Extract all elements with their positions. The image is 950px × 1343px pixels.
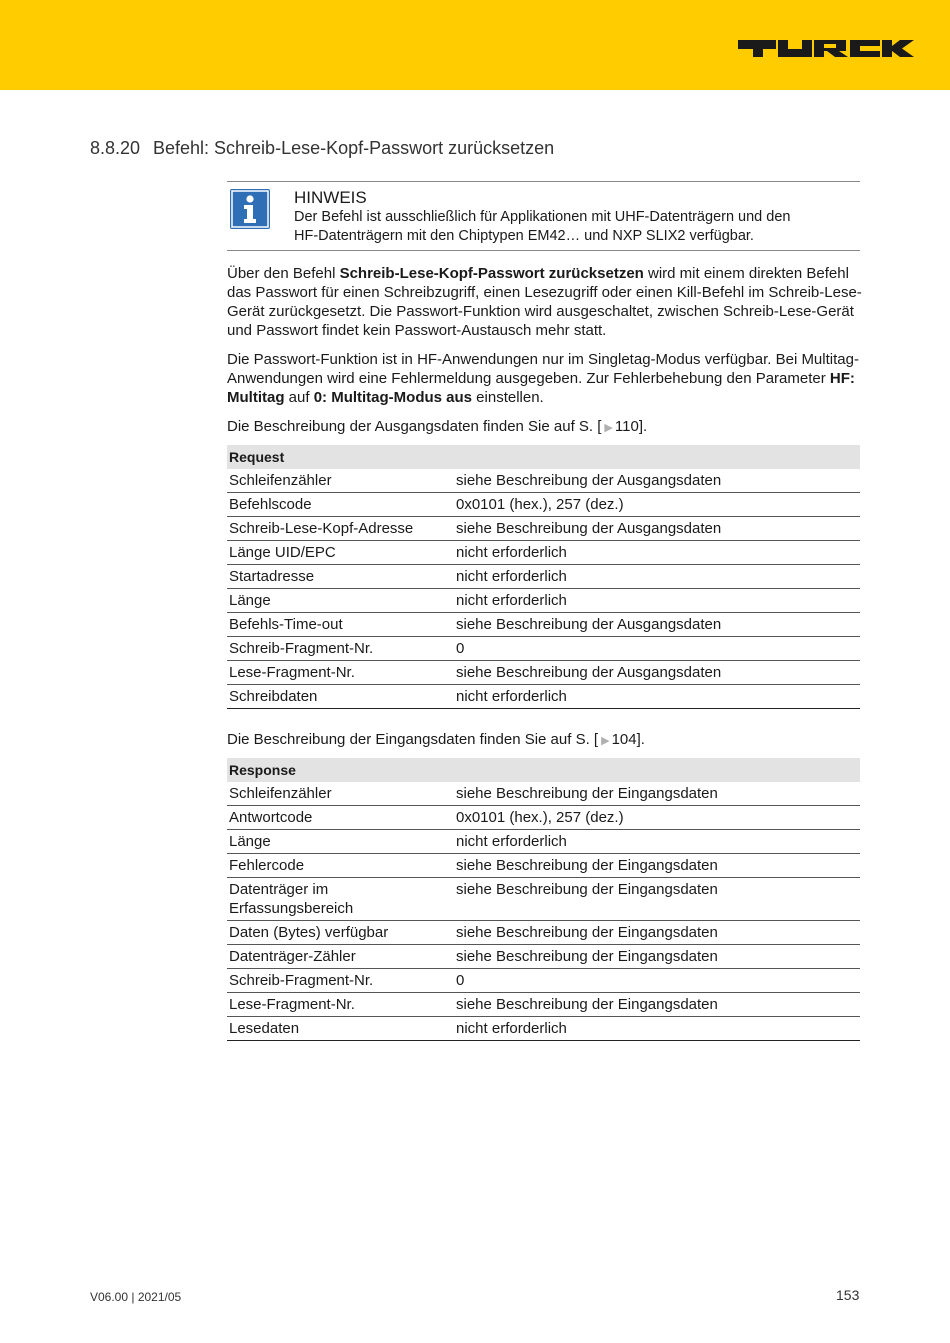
- field-name: Lese-Fragment-Nr.: [227, 993, 454, 1017]
- field-name: Antwortcode: [227, 806, 454, 830]
- field-value: 0: [454, 637, 860, 661]
- field-name: Lese-Fragment-Nr.: [227, 661, 454, 685]
- field-value: siehe Beschreibung der Ausgangsdaten: [454, 613, 860, 637]
- field-name: Schreib-Fragment-Nr.: [227, 637, 454, 661]
- page-link-110[interactable]: 110: [614, 418, 639, 435]
- field-value: nicht erforderlich: [454, 565, 860, 589]
- field-name: Länge: [227, 830, 454, 854]
- field-value: 0: [454, 969, 860, 993]
- response-table: [227, 758, 860, 1041]
- table-row: [227, 1017, 860, 1041]
- paragraph-output-ref: Die Beschreibung der Ausgangsdaten finden Sie auf S. [ ▶ 110].: [227, 418, 648, 435]
- field-name: Befehls-Time-out: [227, 613, 454, 637]
- field-name: Befehlscode: [227, 493, 454, 517]
- header-bar: [0, 0, 950, 90]
- section-heading: [90, 138, 554, 159]
- footer-version: V06.00 | 2021/05: [90, 1290, 182, 1304]
- table-row: [227, 493, 860, 517]
- section-title: Befehl: Schreib-Lese-Kopf-Passwort zurücksetzen: [153, 138, 555, 158]
- table-row: [227, 613, 860, 637]
- field-value: siehe Beschreibung der Eingangsdaten: [454, 782, 860, 806]
- field-value: siehe Beschreibung der Ausgangsdaten: [454, 517, 860, 541]
- table-row: [227, 854, 860, 878]
- field-value: siehe Beschreibung der Ausgangsdaten: [454, 661, 860, 685]
- field-value: siehe Beschreibung der Ausgangsdaten: [454, 469, 860, 493]
- field-value: nicht erforderlich: [454, 830, 860, 854]
- table-row: [227, 589, 860, 613]
- field-value: siehe Beschreibung der Eingangsdaten: [454, 921, 860, 945]
- table-header: Response: [227, 758, 860, 782]
- parameter-name: HF: Multitag: [227, 370, 855, 406]
- notice-text-line: Der Befehl ist ausschließlich für Applikationen mit UHF-Datenträgern und den: [294, 209, 791, 225]
- field-name: Länge UID/EPC: [227, 541, 454, 565]
- table-row: [227, 637, 860, 661]
- field-name: Schleifenzähler: [227, 469, 454, 493]
- notice-text: [294, 208, 854, 246]
- field-name: Schleifenzähler: [227, 782, 454, 806]
- field-value: 0x0101 (hex.), 257 (dez.): [454, 493, 860, 517]
- field-name: Datenträger-Zähler: [227, 945, 454, 969]
- field-name: Schreib-Fragment-Nr.: [227, 969, 454, 993]
- field-value: siehe Beschreibung der Eingangsdaten: [454, 878, 860, 921]
- field-name: Fehlercode: [227, 854, 454, 878]
- command-name: Schreib-Lese-Kopf-Passwort zurücksetzen: [339, 265, 644, 282]
- table-header: Request: [227, 445, 860, 469]
- field-name: Datenträger im Erfassungsbereich: [227, 878, 454, 921]
- table-row: [227, 685, 860, 709]
- table-row: [227, 661, 860, 685]
- brand-name: TURCK: [738, 67, 742, 68]
- table-row: [227, 782, 860, 806]
- info-icon: [230, 189, 270, 229]
- xref-arrow-icon: ▶: [601, 735, 610, 747]
- notice-title: HINWEIS: [294, 188, 367, 207]
- field-value: 0x0101 (hex.), 257 (dez.): [454, 806, 860, 830]
- field-name: Lesedaten: [227, 1017, 454, 1041]
- table-row: [227, 469, 860, 493]
- paragraph-intro: Über den Befehl Schreib-Lese-Kopf-Passwort zurücksetzen wird mit einem direkten Befehl das Passwort für einen Schreibzugriff, einen Lesezugriff oder einen Kill-Befehl im Schreib-Lese-Gerät zurückgesetzt. Die Passwort-Funktion wird ausgeschaltet, zwischen Schreib-Lese-Gerät und Passwort findet kein Passwort-Austausch mehr statt.: [227, 265, 862, 339]
- parameter-value: 0: Multitag-Modus aus: [313, 389, 473, 406]
- table-row: [227, 945, 860, 969]
- notice-box: [227, 181, 860, 251]
- xref-arrow-icon: ▶: [604, 422, 613, 434]
- table-row: [227, 993, 860, 1017]
- table-header-row: [227, 758, 860, 782]
- page-link-104[interactable]: 104: [611, 731, 637, 748]
- table-row: [227, 921, 860, 945]
- turck-logo: [738, 40, 914, 68]
- table-header-row: [227, 445, 860, 469]
- field-value: nicht erforderlich: [454, 589, 860, 613]
- request-table: [227, 445, 860, 709]
- page-number: 153: [836, 1287, 860, 1303]
- table-row: [227, 806, 860, 830]
- field-name: Länge: [227, 589, 454, 613]
- field-value: nicht erforderlich: [454, 1017, 860, 1041]
- table-row: [227, 969, 860, 993]
- notice-text-line: HF-Datenträgern mit den Chiptypen EM42… und NXP SLIX2 verfügbar.: [294, 228, 754, 244]
- field-value: siehe Beschreibung der Eingangsdaten: [454, 945, 860, 969]
- field-name: Schreib-Lese-Kopf-Adresse: [227, 517, 454, 541]
- paragraph-multitag: Die Passwort-Funktion ist in HF-Anwendungen nur im Singletag-Modus verfügbar. Bei Multitag-Anwendungen wird eine Fehlermeldung ausgegeben. Zur Fehlerbehebung den Parameter HF: Multitag auf 0: Multitag-Modus aus einstellen.: [227, 351, 859, 406]
- field-name: Schreibdaten: [227, 685, 454, 709]
- field-value: nicht erforderlich: [454, 685, 860, 709]
- table-row: [227, 541, 860, 565]
- table-row: [227, 565, 860, 589]
- field-value: siehe Beschreibung der Eingangsdaten: [454, 854, 860, 878]
- field-value: siehe Beschreibung der Eingangsdaten: [454, 993, 860, 1017]
- table-row: [227, 830, 860, 854]
- field-name: Startadresse: [227, 565, 454, 589]
- section-number: 8.8.20: [90, 138, 141, 158]
- paragraph-input-ref: Die Beschreibung der Eingangsdaten finden Sie auf S. [ ▶ 104].: [227, 731, 645, 748]
- table-row: [227, 517, 860, 541]
- table-row: [227, 878, 860, 921]
- field-name: Daten (Bytes) verfügbar: [227, 921, 454, 945]
- field-value: nicht erforderlich: [454, 541, 860, 565]
